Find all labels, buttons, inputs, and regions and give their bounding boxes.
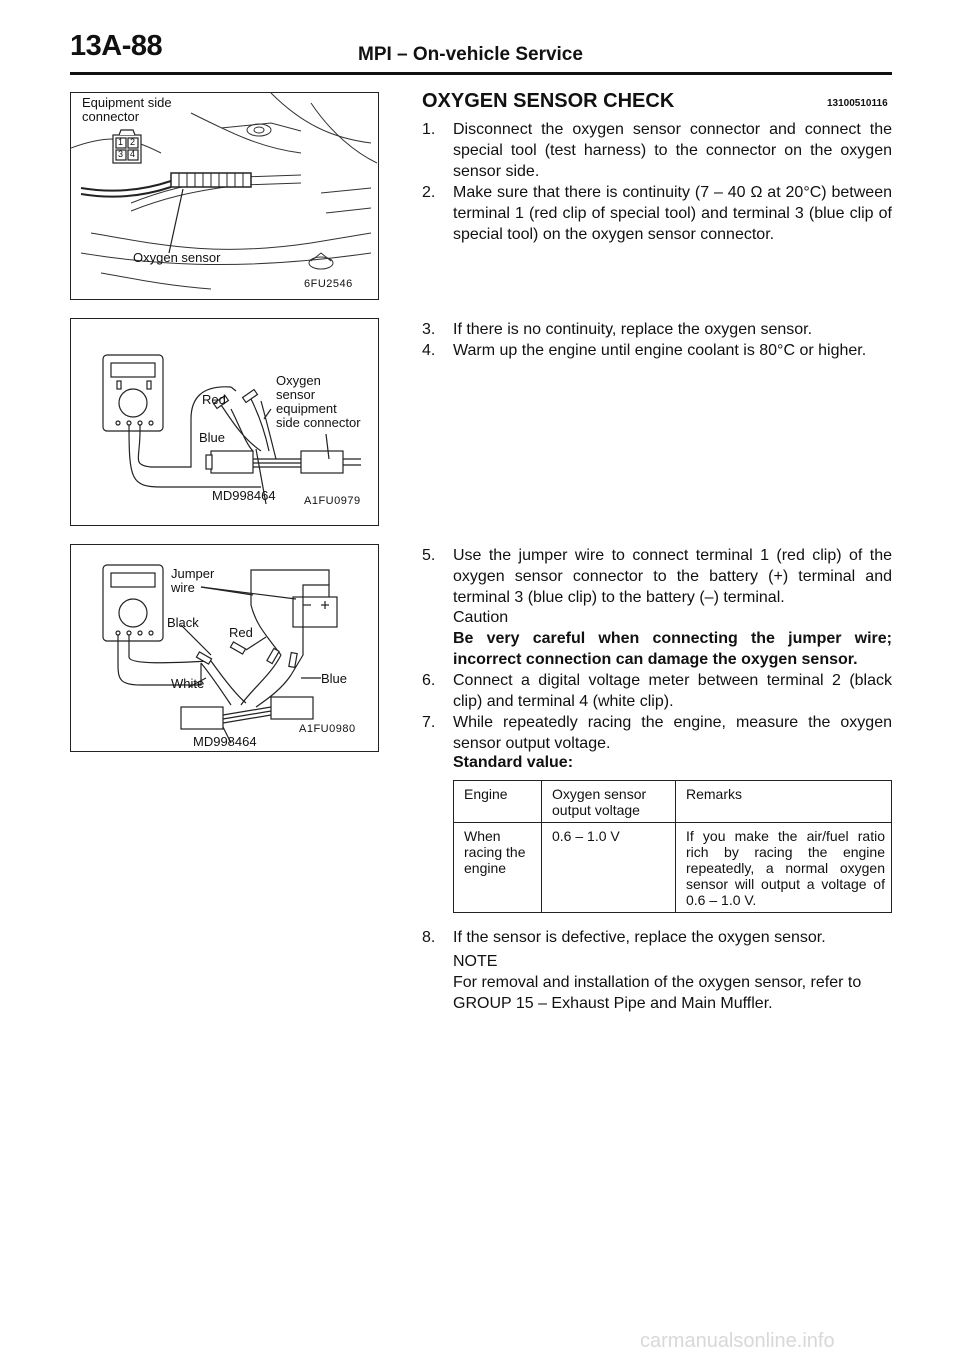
label-equipment-side-l1: Equipment side bbox=[82, 95, 172, 110]
page-title: MPI – On-vehicle Service bbox=[358, 44, 583, 65]
label-oxygen-l4: side connector bbox=[276, 415, 361, 430]
step-text: Connect a digital voltage meter between terminal 2 (black clip) and terminal 4 (white clip). bbox=[453, 672, 892, 710]
terminal-2: 2 bbox=[130, 137, 136, 147]
step-number: 1. bbox=[422, 121, 436, 138]
step-text: If there is no continuity, replace the oxygen sensor. bbox=[453, 321, 813, 338]
step-number: 5. bbox=[422, 547, 436, 564]
section-title: OXYGEN SENSOR CHECK bbox=[422, 90, 675, 112]
label-jumper-l1: Jumper bbox=[171, 566, 215, 581]
step-number: 2. bbox=[422, 184, 436, 201]
step-2 bbox=[422, 182, 892, 245]
table-header-row bbox=[454, 781, 892, 823]
step-8 bbox=[422, 927, 892, 948]
cell-remarks: If you make the air/fuel ratio rich by racing the engine repeatedly, a normal oxygen sensor will output a voltage of 0.6 – 1.0 V. bbox=[676, 823, 892, 913]
note-text: For removal and installation of the oxygen sensor, refer to GROUP 15 – Exhaust Pipe and Main Muffler. bbox=[453, 974, 862, 1012]
label-tool-number: MD998464 bbox=[212, 488, 276, 503]
label-oxygen-l2: sensor bbox=[276, 387, 316, 402]
step-text: Warm up the engine until engine coolant is 80°C or higher. bbox=[453, 342, 867, 359]
step-number: 6. bbox=[422, 672, 436, 689]
label-oxygen-sensor: Oxygen sensor bbox=[133, 250, 221, 265]
standard-value-table bbox=[453, 780, 892, 913]
label-black: Black bbox=[167, 615, 199, 630]
figure-output-voltage-check bbox=[70, 544, 379, 752]
step-number: 7. bbox=[422, 714, 436, 731]
standard-value-label: Standard value: bbox=[453, 754, 574, 771]
watermark: carmanualsonline.info bbox=[640, 1330, 835, 1352]
col-voltage: Oxygen sensor output voltage bbox=[542, 781, 676, 823]
figure-oxygen-sensor-location bbox=[70, 92, 379, 300]
meter-battery-illustration bbox=[71, 545, 378, 751]
figure-code: 6FU2546 bbox=[304, 278, 353, 290]
step-number: 3. bbox=[422, 321, 436, 338]
figure-continuity-check bbox=[70, 318, 379, 526]
label-blue: Blue bbox=[321, 671, 348, 686]
terminal-4: 4 bbox=[130, 149, 136, 159]
col-remarks: Remarks bbox=[676, 781, 892, 823]
step-3 bbox=[422, 319, 892, 340]
step-4 bbox=[422, 340, 892, 361]
section-id: 13100510116 bbox=[827, 98, 888, 109]
col-engine: Engine bbox=[454, 781, 542, 823]
step-5 bbox=[422, 545, 892, 608]
figure-code: A1FU0979 bbox=[304, 495, 361, 507]
header-rule bbox=[70, 72, 892, 75]
figure-code: A1FU0980 bbox=[299, 723, 356, 735]
label-jumper-l2: wire bbox=[171, 580, 195, 595]
step-1 bbox=[422, 119, 892, 182]
label-oxygen-l3: equipment bbox=[276, 401, 337, 416]
cell-voltage: 0.6 – 1.0 V bbox=[542, 823, 676, 913]
terminal-3: 3 bbox=[118, 149, 124, 159]
step-text: Disconnect the oxygen sensor connector and connect the special tool (test harness) to the connector on the oxygen sensor side. bbox=[453, 121, 892, 180]
caution-text: Be very careful when connecting the jumper wire; incorrect connection can damage the oxygen sensor. bbox=[453, 630, 892, 668]
cell-engine: When racing the engine bbox=[454, 823, 542, 913]
step-6 bbox=[422, 670, 892, 712]
note-heading: NOTE bbox=[453, 953, 498, 970]
table-row bbox=[454, 823, 892, 913]
terminal-1: 1 bbox=[118, 137, 124, 147]
step-text: Use the jumper wire to connect terminal 1 (red clip) of the oxygen sensor connector to the battery (+) terminal and terminal 3 (blue clip) to the battery (–) terminal. bbox=[453, 547, 892, 606]
label-equipment-side-l2: connector bbox=[82, 109, 140, 124]
label-white: White bbox=[171, 676, 205, 691]
step-text: If the sensor is defective, replace the oxygen sensor. bbox=[453, 929, 826, 946]
page-number: 13A-88 bbox=[70, 30, 163, 62]
label-oxygen-l1: Oxygen bbox=[276, 373, 321, 388]
step-number: 4. bbox=[422, 342, 436, 359]
label-tool-number: MD998464 bbox=[193, 734, 257, 749]
label-red: Red bbox=[202, 392, 226, 407]
step-7 bbox=[422, 712, 892, 754]
step-text: While repeatedly racing the engine, measure the oxygen sensor output voltage. bbox=[453, 714, 892, 752]
step-number: 8. bbox=[422, 929, 436, 946]
caution-heading: Caution bbox=[453, 609, 509, 626]
label-blue: Blue bbox=[199, 430, 226, 445]
label-red: Red bbox=[229, 625, 253, 640]
step-text: Make sure that there is continuity (7 – 40 Ω at 20°C) between terminal 1 (red clip of special tool) and terminal 3 (blue clip of special tool) on the oxygen sensor connector. bbox=[453, 184, 892, 243]
